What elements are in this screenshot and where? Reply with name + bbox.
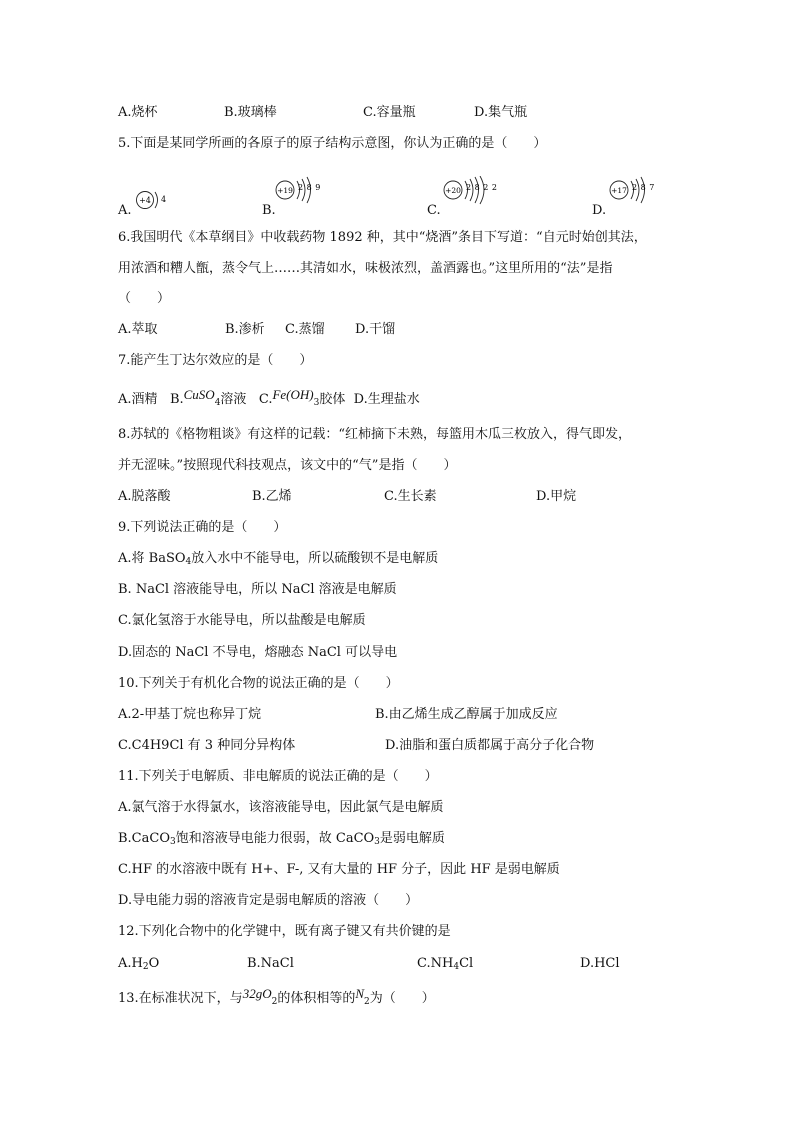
q11-option-a: A.氯气溶于水得氯水，该溶液能导电，因此氯气是电解质 <box>118 800 444 815</box>
q9-option-a: A.将 BaSO$_4$放入水中不能导电，所以硫酸钡不是电解质 <box>118 551 439 567</box>
q8-option-d: D.甲烷 <box>536 489 577 504</box>
q5-atom-b-nucleus: +19 <box>277 186 293 195</box>
q6-line-3: （ ） <box>118 291 171 306</box>
q5-label-d: D. <box>592 203 607 218</box>
q7-options-line <box>118 387 420 412</box>
q12-option-c: $C.NH_4Cl$ <box>417 956 474 972</box>
q11-stem: 11.下列关于电解质、非电解质的说法正确的是（ ） <box>118 769 438 784</box>
q9-option-c: C.氯化氢溶于水能导电，所以盐酸是电解质 <box>118 613 366 628</box>
q6-option-d: D.干馏 <box>355 322 396 337</box>
q5-atom-d-nucleus: +17 <box>611 186 627 195</box>
q12-stem: 12.下列化合物中的化学键中，既有离子键又有共价键的是 <box>118 924 451 939</box>
q4-option-a: A.烧杯 <box>118 105 158 120</box>
q6-option-b: B.渗析 <box>225 322 265 337</box>
q4-option-b: B.玻璃棒 <box>224 105 277 120</box>
q5-label-a: A. <box>118 203 132 218</box>
q5-label-c: C. <box>427 203 441 218</box>
q8-option-b: B.乙烯 <box>252 489 292 504</box>
q8-line-1: 8.苏轼的《格物粗谈》有这样的记载：“红柿摘下未熟，每篮用木瓜三枚放入，得气即发， <box>118 427 632 442</box>
q5-stem: 5.下面是某同学所画的各原子的原子结构示意图，你认为正确的是（ ） <box>118 136 547 151</box>
q10-option-c: C.C4H9Cl 有 3 种同分异构体 <box>118 738 296 753</box>
q4-option-d: D.集气瓶 <box>474 105 528 120</box>
q12-option-a: $A.H_2O$ <box>118 956 160 972</box>
q9-option-d: D.固态的 NaCl 不导电，熔融态 NaCl 可以导电 <box>118 645 398 660</box>
q6-option-c: C.蒸馏 <box>285 322 325 337</box>
q11-option-d: D.导电能力弱的溶液肯定是弱电解质的溶液（ ） <box>118 893 419 908</box>
q12-option-d: D.HCl <box>580 956 620 971</box>
q11-option-c: C.HF 的水溶液中既有 H+、F-, 又有大量的 HF 分子，因此 HF 是弱电解质 <box>118 862 560 877</box>
q4-option-c: C.容量瓶 <box>363 105 416 120</box>
q9-stem: 9.下列说法正确的是（ ） <box>118 520 287 535</box>
q5-atom-diagram-a <box>133 188 173 214</box>
q7-option-c: $C.Fe(OH)_3$胶体 <box>258 387 346 408</box>
q8-option-a: A.脱落酸 <box>118 489 171 504</box>
q11-option-b: B.CaCO$_3$饱和溶液导电能力很弱，故 CaCO$_3$是弱电解质 <box>118 831 445 847</box>
q10-option-a: A.2-甲基丁烷也称异丁烷 <box>118 707 262 722</box>
q6-option-a: A.萃取 <box>118 322 158 337</box>
q12-option-b: B.NaCl <box>247 956 294 971</box>
q5-atom-diagram-c <box>441 176 505 210</box>
q5-atom-diagram-b <box>273 176 331 210</box>
q5-atom-diagram-d <box>607 176 665 210</box>
q5-atom-a-nucleus: +4 <box>139 196 151 205</box>
q8-option-c: C.生长素 <box>384 489 437 504</box>
q8-line-2: 并无涩味。”按照现代科技观点，该文中的“气”是指（ ） <box>118 458 457 473</box>
q9-option-b: B. NaCl 溶液能导电，所以 NaCl 溶液是电解质 <box>118 582 397 597</box>
q6-line-2: 用浓酒和糟人甑，蒸令气上‥‥‥其清如水，味极浓烈，盖酒露也。”这里所用的“法”是指 <box>118 261 613 276</box>
q5-atom-c-nucleus: +20 <box>445 186 461 195</box>
q10-option-b: B.由乙烯生成乙醇属于加成反应 <box>375 707 558 722</box>
q6-line-1: 6.我国明代《本草纲目》中收载药物 1892 种，其中“烧酒”条目下写道：“自元时始创其法， <box>118 230 647 245</box>
q5-atom-a-shells: 4 <box>161 195 167 204</box>
q10-stem: 10.下列关于有机化合物的说法正确的是（ ） <box>118 676 399 691</box>
q7-option-b: B.CuSO$_4$溶液 <box>169 387 247 408</box>
q5-atom-c-shells: 2 8 2 2 <box>466 183 498 192</box>
q7-stem: 7.能产生丁达尔效应的是（ ） <box>118 353 313 368</box>
q5-atom-d-shells: 2 8 7 <box>632 183 655 192</box>
q10-option-d: D.油脂和蛋白质都属于高分子化合物 <box>385 738 595 753</box>
q7-option-d: D.生理盐水 <box>353 392 420 407</box>
q13-stem: 13.在标准状况下，与$32gO_2$的体积相等的$N_2$为（ ） <box>118 986 435 1007</box>
q5-label-b: B. <box>262 203 276 218</box>
q5-atom-b-shells: 2 8 9 <box>298 183 321 192</box>
q7-option-a: A.酒精 <box>118 392 158 407</box>
